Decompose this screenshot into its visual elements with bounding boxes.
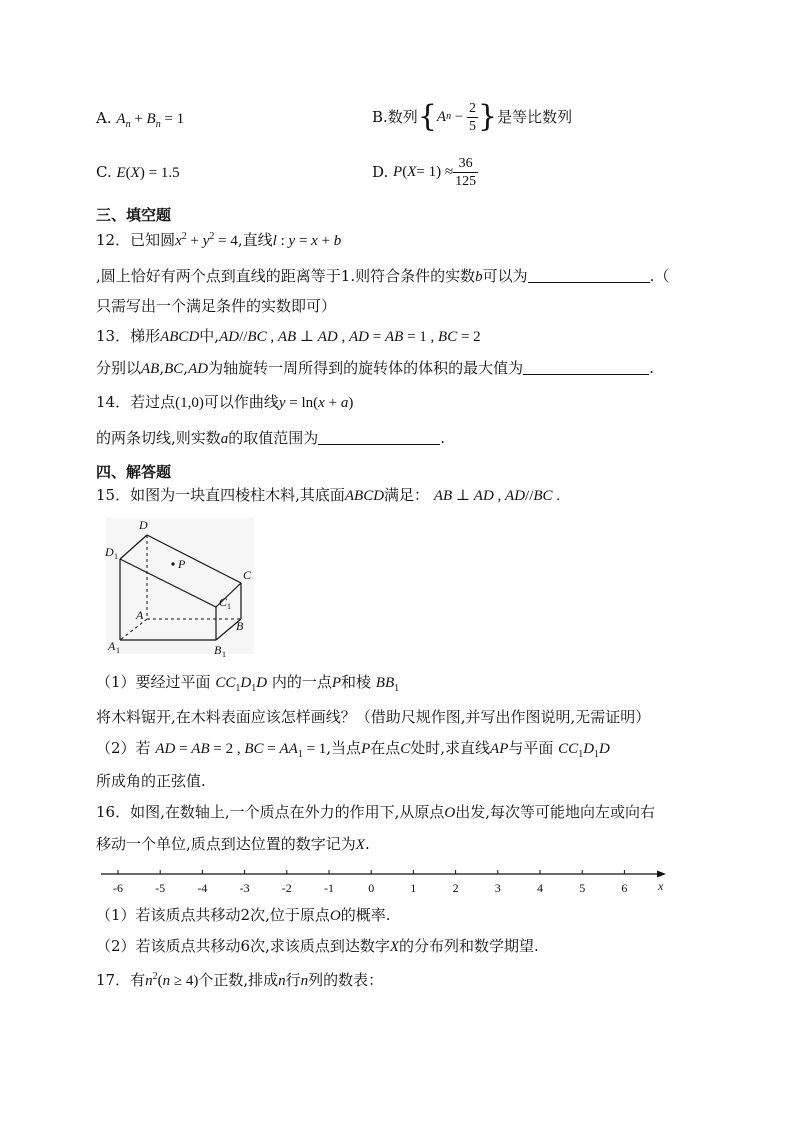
tick-label: -5 [155, 881, 166, 895]
label-c: C [243, 568, 252, 582]
label-p: P [178, 557, 186, 571]
label-a: A [136, 608, 144, 622]
q13-line1: 13．梯形ABCD中,AD//BC , AB ⊥ AD , AD = AB = 1 , BC = 2 [96, 327, 481, 345]
figure-background [106, 518, 254, 654]
q13-line2: 分别以AB,BC,AD为轴旋转一周所得到的旋转体的体积的最大值为 . [96, 359, 654, 377]
q16-line2: 移动一个单位,质点到达位置的数字记为X. [96, 835, 370, 853]
q14-line2: 的两条切线,则实数a的取值范围为 . [96, 429, 446, 447]
q16-part2: （2）若该质点共移动6次,求该质点到达数字X的分布列和数学期望. [96, 937, 539, 955]
label-c1: C [219, 595, 228, 609]
section-title-solutions: 四、解答题 [96, 463, 172, 481]
tick-label: -6 [113, 881, 123, 895]
tick-label: 4 [537, 881, 543, 895]
section-title-fill-blank: 三、填空题 [96, 206, 172, 224]
q15-part1-line2: 将木料锯开,在木料表面应该怎样画线？（借助尺规作图,并写出作图说明,无需证明） [96, 708, 651, 726]
q12-line1: 12．已知圆$x^2 + y^2 = 4$,直线l : y = x + b [96, 231, 342, 249]
label-d: D [139, 518, 148, 532]
tick-label: 0 [368, 881, 375, 895]
q12-answer-blank[interactable] [528, 267, 650, 283]
number-line-label: x [658, 879, 664, 893]
label-a1-sub: 1 [116, 646, 120, 655]
q14-line1: 14．若过点(1,0)可以作曲线y = ln(x + a) [96, 393, 354, 411]
tick-label: -3 [239, 881, 250, 895]
q15-part2-line2: 所成角的正弦值. [96, 772, 206, 790]
q17-line1: 17．有$n^2(n \ge 4)$个正数,排成n行n列的数表： [96, 971, 384, 989]
q16-line1: 16．如图,在数轴上,一个质点在外力的作用下,从原点O出发,每次等可能地向左或向右 [96, 803, 656, 821]
option-d: D. P ( X = 1) ≈ $\frac{36}{125}$ [372, 155, 477, 189]
q15-part2-line1: （2）若 AD = AB = 2 , BC = $AA_1 = 1$,当点P在点C处时,求直线AP与平面 $CC_1D_1D$ [96, 739, 610, 760]
tick-label: 5 [579, 881, 586, 895]
label-c1-sub: 1 [227, 602, 231, 611]
label-b1: B [214, 643, 222, 657]
label-b: B [236, 619, 244, 633]
tick-label: -4 [197, 881, 208, 895]
tick-label: -1 [324, 881, 334, 895]
tick-label: 3 [494, 881, 501, 895]
q15-line1: 15．如图为一块直四棱柱木料,其底面ABCD满足： AB ⊥ AD , AD//BC . [96, 486, 561, 504]
q16-part1: （1）若该质点共移动2次,位于原点O的概率. [96, 906, 391, 924]
q12-line3: 只需写出一个满足条件的实数即可） [96, 297, 337, 315]
tick-label: 1 [410, 881, 417, 895]
q13-answer-blank[interactable] [523, 359, 649, 375]
q15-part1-line1: （1）要经过平面 $CC_1D_1D$ 内的一点P和棱 $BB_1$ [96, 673, 400, 694]
tick-label: 6 [621, 881, 628, 895]
number-line-arrow [657, 871, 666, 878]
label-a1: A [108, 639, 116, 653]
point-p [171, 562, 174, 565]
tick-label: -2 [281, 881, 292, 895]
label-d1: D [105, 545, 114, 559]
q14-answer-blank[interactable] [318, 429, 440, 445]
option-a: A. $A_n + B_n = 1$ [96, 109, 185, 130]
label-d1-sub: 1 [114, 552, 118, 561]
option-c: C. E(X) = 1.5 [96, 163, 180, 181]
tick-label: 2 [452, 881, 459, 895]
number-line [96, 868, 676, 898]
prism-figure [100, 512, 260, 662]
label-b1-sub: 1 [222, 650, 226, 659]
q12-line2: ,圆上恰好有两个点到直线的距离等于1.则符合条件的实数b可以为 .（ [96, 267, 670, 285]
option-b: B. 数列 { A n − $\frac{2}{5}$ } 是等比数列 [372, 99, 573, 134]
